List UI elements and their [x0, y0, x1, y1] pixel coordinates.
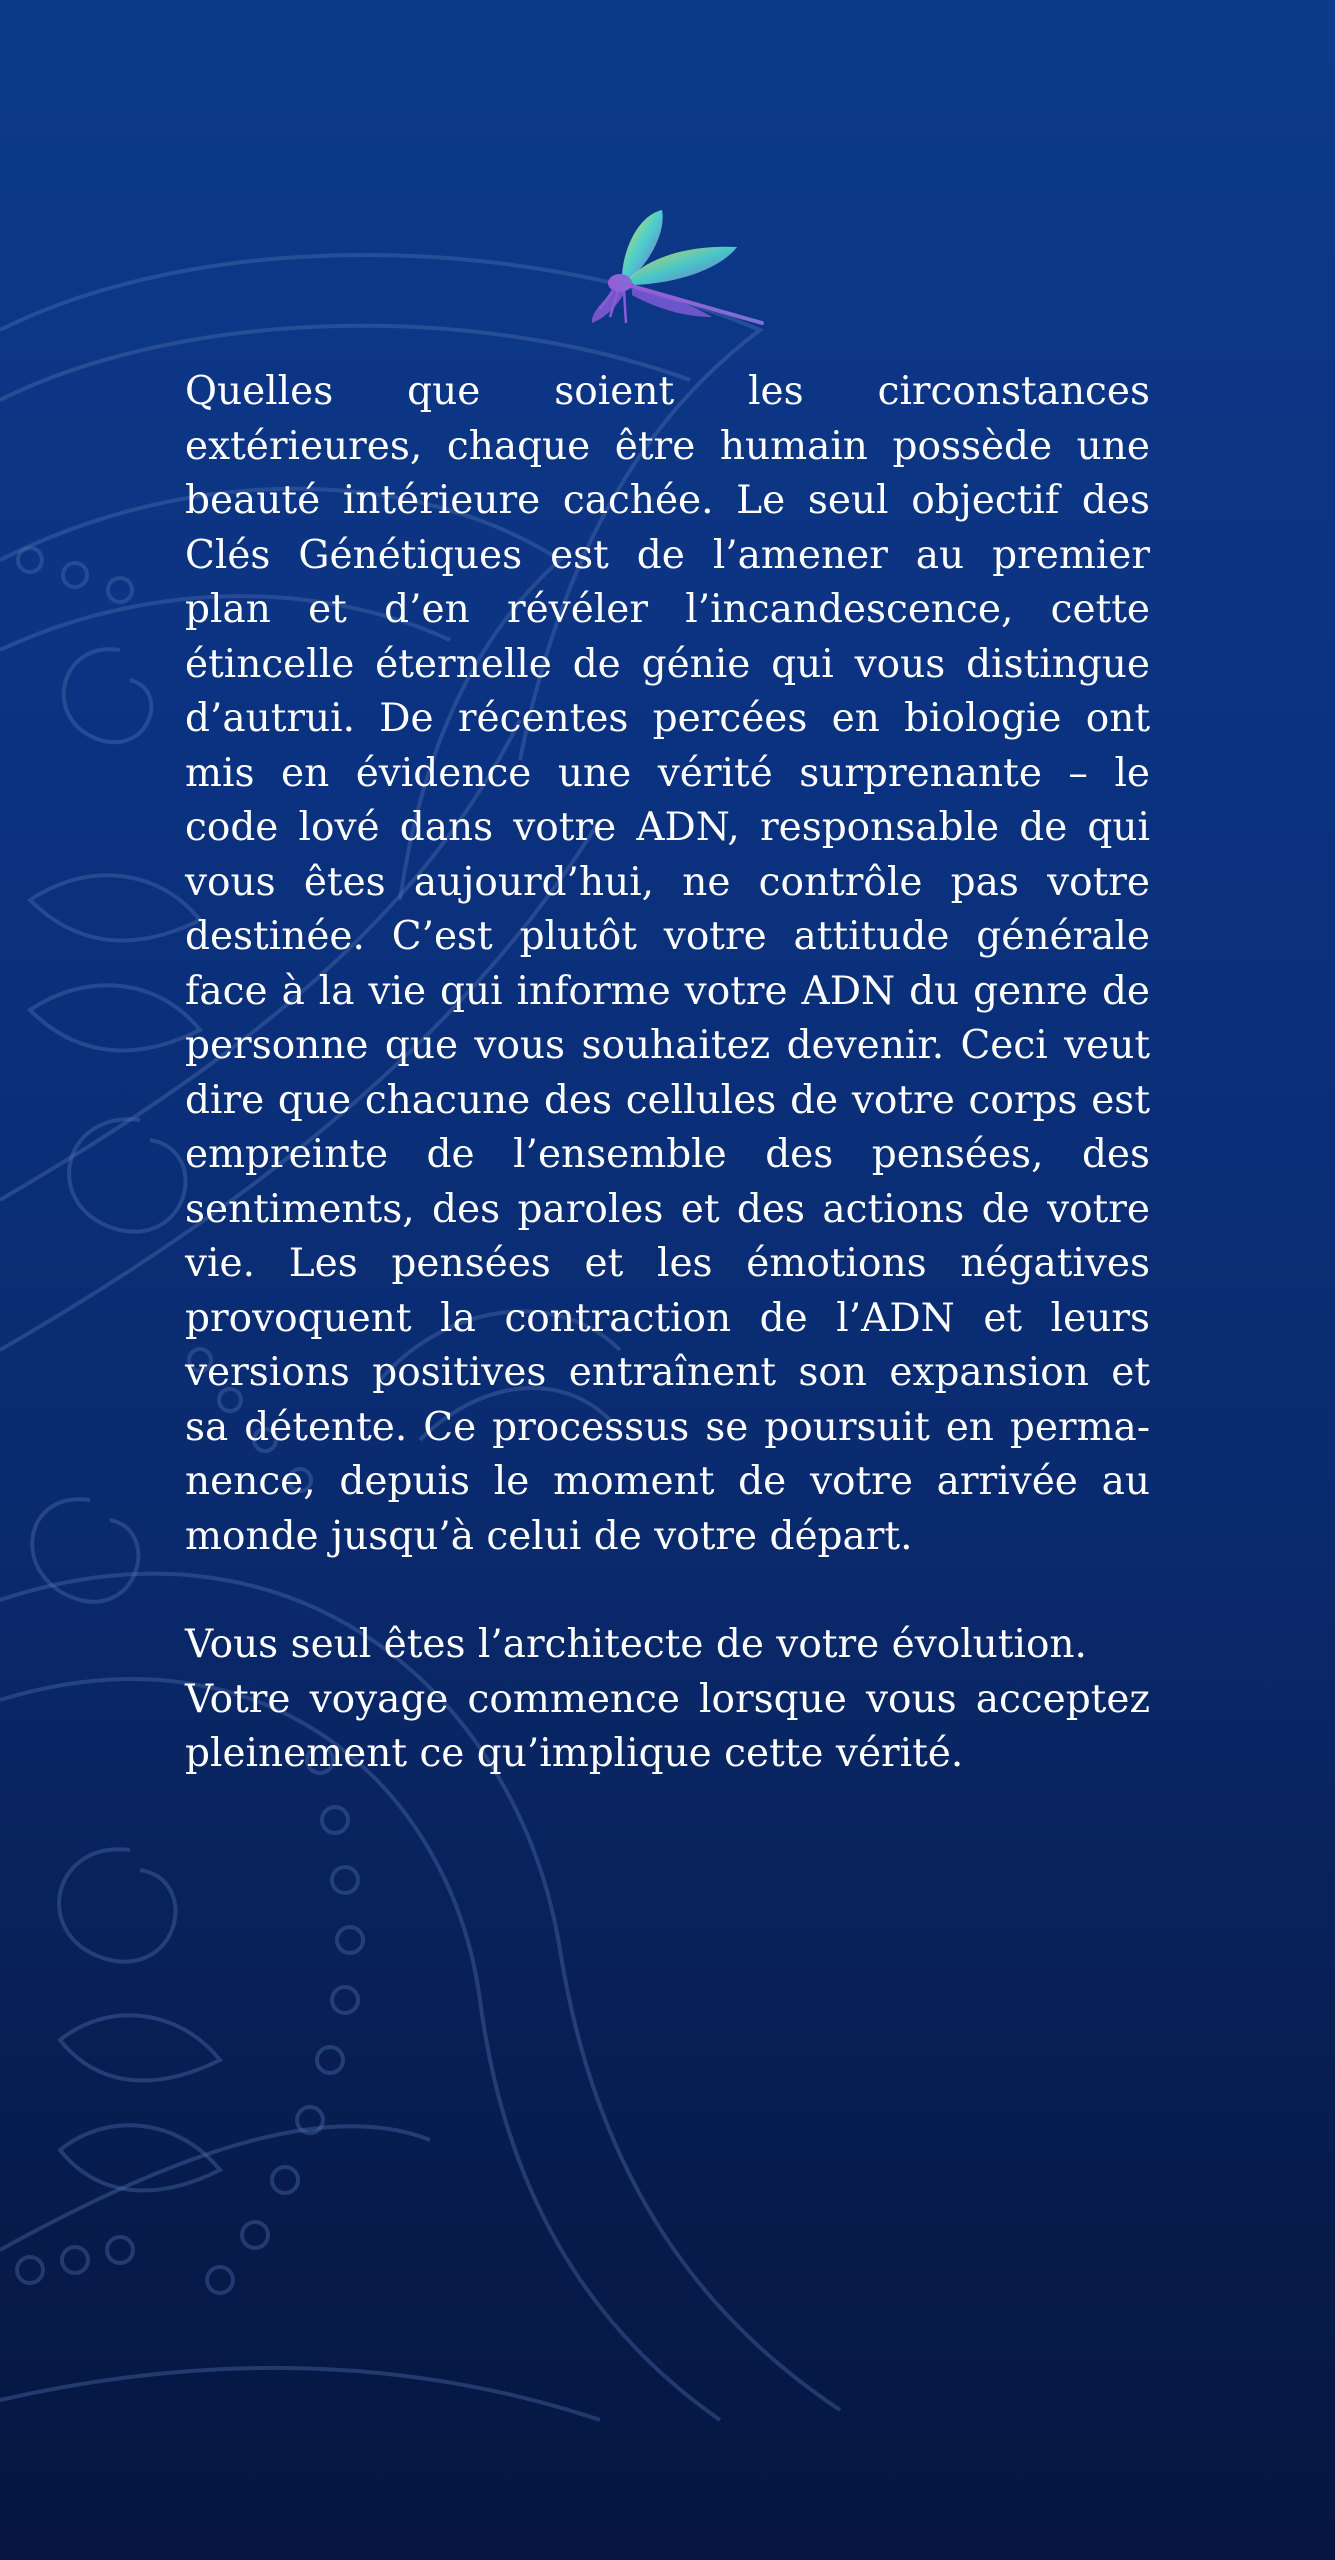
- paragraph-main: Quelles que soient les circonstances extérieures, chaque être humain possède une beauté intérieure cachée. Le seul objectif des Clés Génétiques est de l’amener au premier plan et d’en révéler l’incandescence, cette étincelle éternelle de génie qui vous distingue d’autrui. De récentes percées en biologie ont mis en évidence une vérité surprenante – le code lové dans votre ADN, responsable de qui vous êtes aujourd’hui, ne contrôle pas votre destinée. C’est plutôt votre attitude générale face à la vie qui informe votre ADN du genre de personne que vous souhaitez devenir. Ceci veut dire que chacune des cellules de votre corps est empreinte de l’ensemble des pensées, des sentiments, des paroles et des actions de votre vie. Les pensées et les émotions négatives provoquent la contraction de l’ADN et leurs versions positives entraînent son expansion et sa détente. Ce processus se poursuit en permanence, depuis le moment de votre arrivée au monde jusqu’à celui de votre départ.: [185, 369, 1150, 1559]
- body-text: [185, 365, 1150, 1782]
- dragonfly-icon: [562, 205, 772, 365]
- closing-line-1: Vous seul êtes l’architecte de votre évolution.: [185, 1622, 1087, 1667]
- paragraph-closing: [185, 1618, 1150, 1782]
- closing-line-2: Votre voyage commence lorsque vous acceptez pleinement ce qu’implique cette vérité.: [185, 1676, 1150, 1776]
